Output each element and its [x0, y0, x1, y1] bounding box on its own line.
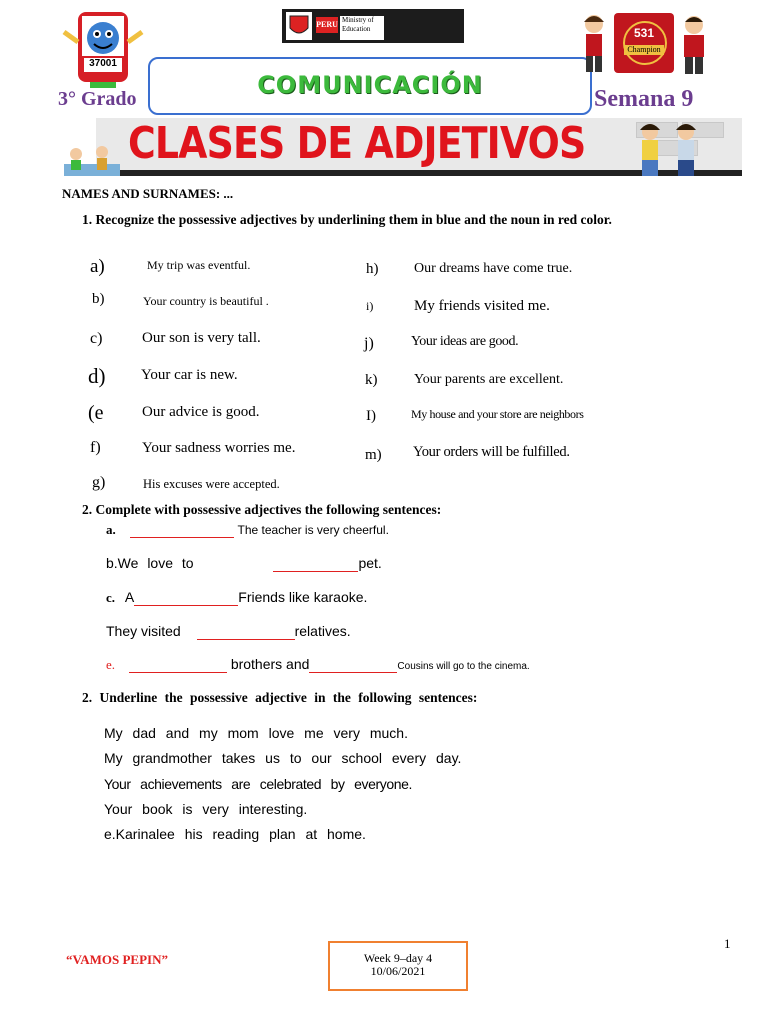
sentence-e-suffix: Cousins will go to the cinema. — [397, 661, 530, 672]
school-logo — [60, 8, 146, 90]
item-h-text: Our dreams have come true. — [414, 261, 573, 276]
blank-e2[interactable] — [309, 656, 397, 673]
subject-title-box — [148, 57, 592, 115]
underline-sentence-3: Your achievements are celebrated by everyone. — [104, 776, 412, 792]
sentence-c-letter: c. — [106, 590, 116, 605]
item-d-letter: d) — [88, 364, 106, 388]
item-d-text: Your car is new. — [141, 367, 238, 383]
footer-week-day: Week 9–day 4 — [363, 951, 433, 965]
sentence-e — [106, 656, 530, 673]
item-a-letter: a) — [90, 256, 105, 277]
children-illustration — [574, 12, 616, 76]
underline-sentence-1: My dad and my mom love me very much. — [104, 725, 408, 741]
item-b-letter: b) — [92, 291, 105, 307]
sentence-a-text: The teacher is very cheerful. — [237, 523, 389, 537]
item-c-text: Our son is very tall. — [142, 330, 261, 346]
sentence-c-prefix: A — [124, 589, 135, 605]
names-label: NAMES AND SURNAMES: ... — [62, 186, 234, 201]
item-g-letter: g) — [92, 474, 106, 491]
blank-e1[interactable] — [129, 656, 227, 673]
champion-badge — [614, 13, 674, 73]
item-l-text: My house and your store are neighbors — [411, 407, 584, 421]
sentence-b-suffix: pet. — [358, 555, 382, 571]
exercise1-instruction: 1. Recognize the possessive adjectives by underlining them in blue and the noun in red color. — [82, 212, 612, 227]
ministry-logo — [282, 9, 464, 43]
sentence-a — [106, 521, 389, 538]
underline-sentence-5: e.Karinalee his reading plan at home. — [104, 826, 366, 842]
footer-date: 10/06/2021 — [370, 964, 426, 978]
blank-b[interactable] — [273, 555, 358, 572]
item-m-text: Your orders will be fulfilled. — [413, 444, 570, 460]
item-a-text: My trip was eventful. — [147, 258, 251, 272]
item-e-letter: (e — [88, 402, 104, 424]
week-label: Semana 9 — [594, 86, 694, 112]
badge-caption: Champion — [624, 45, 664, 55]
item-j-text: Your ideas are good. — [411, 334, 519, 349]
item-g-text: His excuses were accepted. — [143, 477, 280, 491]
boy-illustration — [676, 14, 712, 76]
item-f-text: Your sadness worries me. — [142, 440, 296, 456]
sentence-d — [106, 623, 351, 640]
sentence-a-letter: a. — [106, 522, 116, 537]
school-number: 37001 — [89, 58, 117, 69]
exercise2-instruction: 2. Complete with possessive adjectives the following sentences: — [82, 502, 442, 517]
banner-title: CLASES DE ADJETIVOS — [128, 118, 586, 169]
sentence-b-prefix: b.We love to — [106, 555, 194, 571]
item-i-text: My friends visited me. — [414, 298, 550, 314]
sentence-d-prefix: They visited — [106, 623, 181, 639]
peru-shield-icon — [286, 12, 312, 40]
sentence-d-suffix: relatives. — [294, 623, 351, 639]
subject-title: COMUNICACIÓN — [257, 71, 483, 99]
blank-a[interactable] — [130, 521, 234, 538]
ministry-label: Ministry of Education — [340, 16, 384, 40]
item-l-letter: I) — [366, 408, 376, 424]
sentence-e-letter: e. — [106, 657, 116, 672]
item-i-letter: i) — [366, 299, 374, 313]
item-c-letter: c) — [90, 330, 103, 347]
right-kids-illustration — [628, 120, 714, 178]
item-k-letter: k) — [365, 372, 378, 388]
exercise3-instruction: 2. Underline the possessive adjective in the following sentences: — [82, 690, 478, 705]
sentence-e-middle: brothers and — [230, 656, 310, 672]
sentence-b — [106, 555, 382, 572]
item-e-text: Our advice is good. — [142, 404, 260, 420]
badge-number: 531 — [633, 26, 655, 40]
item-j-letter: j) — [364, 335, 374, 352]
item-b-text: Your country is beautiful . — [143, 294, 269, 308]
blank-d[interactable] — [197, 623, 295, 640]
footer-date-box — [328, 941, 468, 991]
item-h-letter: h) — [366, 261, 379, 277]
grade-label: 3° Grado — [58, 88, 137, 110]
item-m-letter: m) — [365, 447, 382, 463]
sentence-c-suffix: Friends like karaoke. — [238, 589, 368, 605]
sentence-c — [106, 589, 367, 606]
item-k-text: Your parents are excellent. — [414, 372, 564, 387]
item-f-letter: f) — [90, 439, 101, 456]
left-kids-illustration — [62, 140, 122, 178]
peru-label: PERU — [316, 17, 338, 33]
page-number: 1 — [724, 936, 731, 951]
footer-motto: “VAMOS PEPIN” — [66, 952, 168, 967]
underline-sentence-2: My grandmother takes us to our school every day. — [104, 750, 462, 766]
underline-sentence-4: Your book is very interesting. — [104, 801, 308, 817]
blank-c[interactable] — [134, 589, 238, 606]
